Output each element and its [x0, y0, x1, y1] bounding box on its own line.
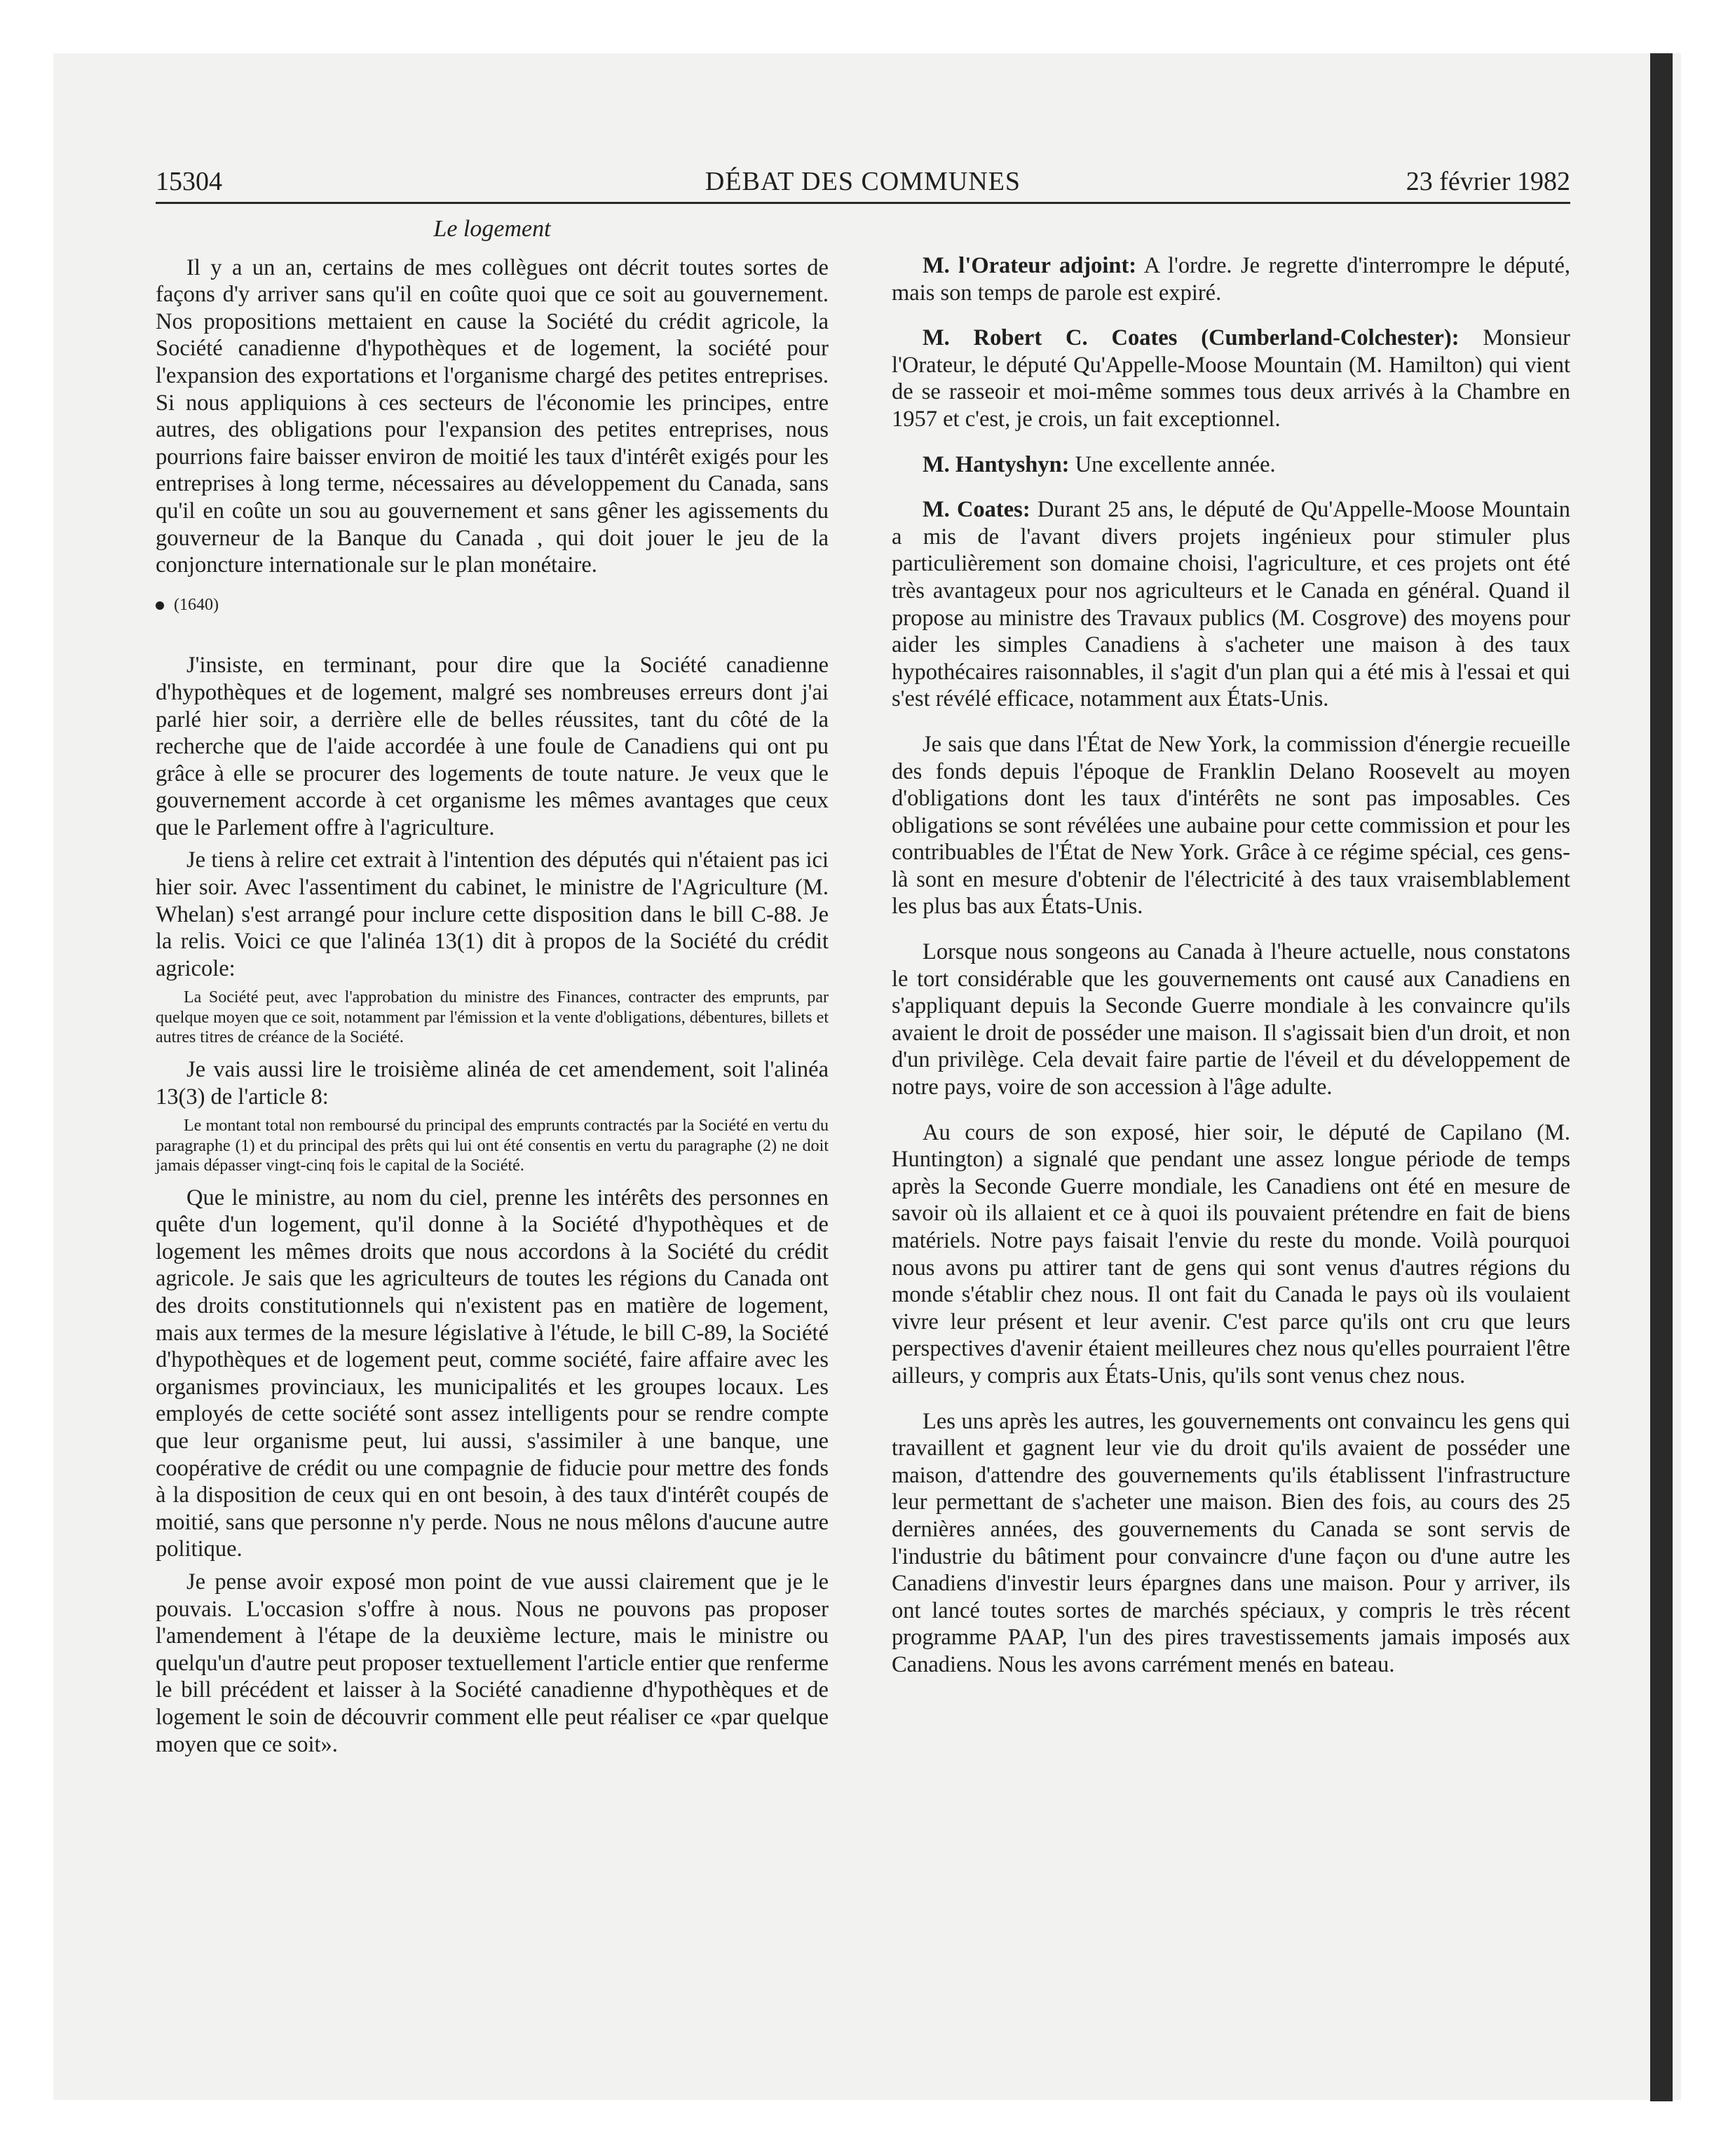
speech-text: Une excellente année. [1069, 451, 1276, 477]
paragraph: Lorsque nous songeons au Canada à l'heure actuelle, nous constatons le tort considérable que les gouvernements ont causé aux Canadiens en s'appliquant depuis la Seconde Guerre mondiale à les convaincre qu'ils avaient le droit de posséder une maison. Il s'agissait bien d'un droit, et non d'un privilège. Cela devait faire partie de l'éveil et du développement de notre pays, voire de son accession à l'âge adulte. [892, 939, 1570, 1100]
paragraph: Je vais aussi lire le troisième alinéa de cet amendement, soit l'alinéa 13(3) de l'article 8: [156, 1056, 829, 1110]
publication-date: 23 février 1982 [1406, 167, 1570, 196]
section-title: Le logement [433, 216, 551, 242]
paragraph: Je sais que dans l'État de New York, la commission d'énergie recueille des fonds depuis l'époque de Franklin Delano Roosevelt au moyen d'obligations dont les taux d'intérêts ne sont pas imposables. Ces obligations se sont révélées une aubaine pour cette commission et pour les contribuables de l'État de New York. Grâce à ce régime spécial, ces gens-là sont en mesure d'obtenir de l'électricité à des taux vraisemblablement les plus bas aux États-Unis. [892, 731, 1570, 920]
speech [892, 496, 1570, 713]
speech-text: A l'ordre. Je regrette d'interrompre le député, mais son temps de parole est expiré. [892, 253, 1571, 306]
speaker-name: M. l'Orateur adjoint: [923, 253, 1137, 278]
timestamp-text: (1640) [174, 595, 219, 614]
block-quote: Le montant total non remboursé du principal des emprunts contractés par la Société en vertu du paragraphe (1) et du principal des prêts qui lui ont été consentis en vertu du paragraphe (2) ne doit jamais dépasser vingt-cinq fois le capital de la Société. [156, 1117, 829, 1175]
speech [892, 451, 1570, 479]
publication-title: DÉBAT DES COMMUNES [705, 167, 1021, 196]
paragraph: Que le ministre, au nom du ciel, prenne les intérêts des personnes en quête d'un logement, qu'il donne à la Société d'hypothèques et de logement les mêmes droits que nous accordons à la Société du crédit agricole. Je sais que les agriculteurs de toutes les régions du Canada ont des droits constitutionnels qui n'existent pas en matière de logement, mais aux termes de la mesure législative à l'étude, le bill C-89, la Société d'hypothèques et de logement peut, comme société, faire affaire avec les organismes provinciaux, les municipalités et les groupes locaux. Les employés de cette société sont assez intelligents pour se rendre compte que leur organisme peut, lui aussi, s'assimiler à une banque, une coopérative de crédit ou une compagnie de fiducie pour mettre des fonds à la disposition de ceux qui en ont besoin, à des taux d'intérêt coupés de moitié, sans que personne n'y perde. Nous ne nous mêlons d'aucune autre politique. [156, 1185, 829, 1562]
speaker-name: M. Hantyshyn: [923, 451, 1070, 477]
timestamp [156, 592, 829, 619]
paragraph: Il y a un an, certains de mes collègues ont décrit toutes sortes de façons d'y arriver sans qu'il en coûte quoi que ce soit au gouvernement. Nos propositions mettaient en cause la Société du crédit agricole, la Société canadienne d'hypothèques et de logement, la société pour l'expansion des exportations et l'organisme chargé des petites entreprises. Si nous appliquions à ces secteurs de l'économie les principes, entre autres, des obligations pour l'expansion des petites entreprises, nous pourrions faire baisser environ de moitié les taux d'intérêt exigés pour les entreprises à long terme, nécessaires au développement du Canada, sans qu'il en coûte un sou au gouvernement et sans gêner les agissements du gouverneur de la Banque du Canada , qui doit jouer le jeu de la conjoncture internationale sur le plan monétaire. [156, 254, 829, 578]
running-header [156, 161, 1570, 204]
speech [892, 325, 1570, 432]
paragraph: J'insiste, en terminant, pour dire que la Société canadienne d'hypothèques et de logement, malgré ses nombreuses erreurs dont j'ai parlé hier soir, a derrière elle de belles réussites, tant du côté de la recherche que de l'aide accordée à une foule de Canadiens qui ont pu grâce à elle se procurer des logements de toute nature. Je veux que le gouvernement accorde à cet organisme les mêmes avantages que ceux que le Parlement offre à l'agriculture. [156, 653, 829, 840]
paragraph: Je pense avoir exposé mon point de vue aussi clairement que je le pouvais. L'occasion s'offre à nous. Nous ne pouvons pas proposer l'amendement à l'étape de la deuxième lecture, mais le ministre ou quelqu'un d'autre peut proposer textuellement l'article entier que renferme le bill précédent et laisser à la Société canadienne d'hypothèques et de logement le soin de découvrir comment elle peut réaliser ce «par quelque moyen que ce soit». [156, 1569, 829, 1757]
scan-edge-bar [1650, 53, 1673, 2101]
paragraph: Au cours de son exposé, hier soir, le député de Capilano (M. Huntington) a signalé que pendant une assez longue période de temps après la Seconde Guerre mondiale, les Canadiens ont été en mesure de savoir où ils allaient et ce à quoi ils pouvaient prétendre en fait de biens matériels. Notre pays faisait l'envie du reste du monde. Voilà pourquoi nous avons pu attirer tant de gens qui sont venus d'autres régions du monde s'établir chez nous. Il ont fait du Canada le pays où ils voulaient vivre leur présent et leur avenir. C'est parce qu'ils ont cru que leurs perspectives d'avenir étaient meilleures chez nous qu'elles pourraient l'être ailleurs, y compris aux États-Unis, qu'ils sont venus chez nous. [892, 1119, 1570, 1389]
page-number: 15304 [156, 167, 222, 196]
paragraph: Je tiens à relire cet extrait à l'intention des députés qui n'étaient pas ici hier soir. Avec l'assentiment du cabinet, le ministre de l'Agriculture (M. Whelan) s'est arrangé pour inclure cette disposition dans le bill C-88. Je la relis. Voici ce que l'alinéa 13(1) dit à propos de la Société du crédit agricole: [156, 847, 829, 981]
bullet-icon [156, 601, 164, 610]
right-column [892, 252, 1570, 1697]
speaker-name: M. Robert C. Coates (Cumberland-Colchester): [923, 325, 1460, 351]
speaker-name: M. Coates: [923, 497, 1030, 523]
block-quote: La Société peut, avec l'approbation du ministre des Finances, contracter des emprunts, par quelque moyen que ce soit, notamment par l'émission et la vente d'obligations, débentures, billets et autres titres de créance de la Société. [156, 988, 829, 1047]
speech [892, 252, 1570, 306]
paragraph: Les uns après les autres, les gouvernements ont convaincu les gens qui travaillent et gagnent leur vie du droit qu'ils avaient de posséder une maison, d'attendre des gouvernements qu'ils établissent l'infrastructure leur permettant de s'acheter une maison. Bien des fois, au cours des 25 dernières années, des gouvernements du Canada se sont servis de l'industrie du bâtiment pour convaincre d'une façon ou d'une autre les Canadiens d'investir leurs épargnes dans une maison. Pour y arriver, ils ont lancé toutes sortes de marchés spéciaux, y compris le très récent programme PAAP, l'un des pires travestissements jamais imposés aux Canadiens. Nous les avons carrément menés en bateau. [892, 1408, 1570, 1677]
left-column [156, 210, 829, 1763]
speech-text: Monsieur l'Orateur, le député Qu'Appelle-Moose Mountain (M. Hamilton) qui vient de se rasseoir et moi-même sommes tous deux arrivés à la Chambre en 1957 et c'est, je crois, un fait exceptionnel. [892, 325, 1570, 432]
speech-text: Durant 25 ans, le député de Qu'Appelle-Moose Mountain a mis de l'avant divers projets ingénieux pour stimuler plus particulièrement son domaine choisi, l'agriculture, et ces projets ont été très avantageux pour nos agriculteurs et le Canada en général. Quand il propose au ministre des Travaux publics (M. Cosgrove) des moyens pour aider les simples Canadiens à s'acheter une maison à des taux hypothécaires raisonnables, il s'agit d'un plan qui a été mis à l'essai et qui s'est révélé efficace, notamment aux États-Unis. [892, 497, 1570, 712]
